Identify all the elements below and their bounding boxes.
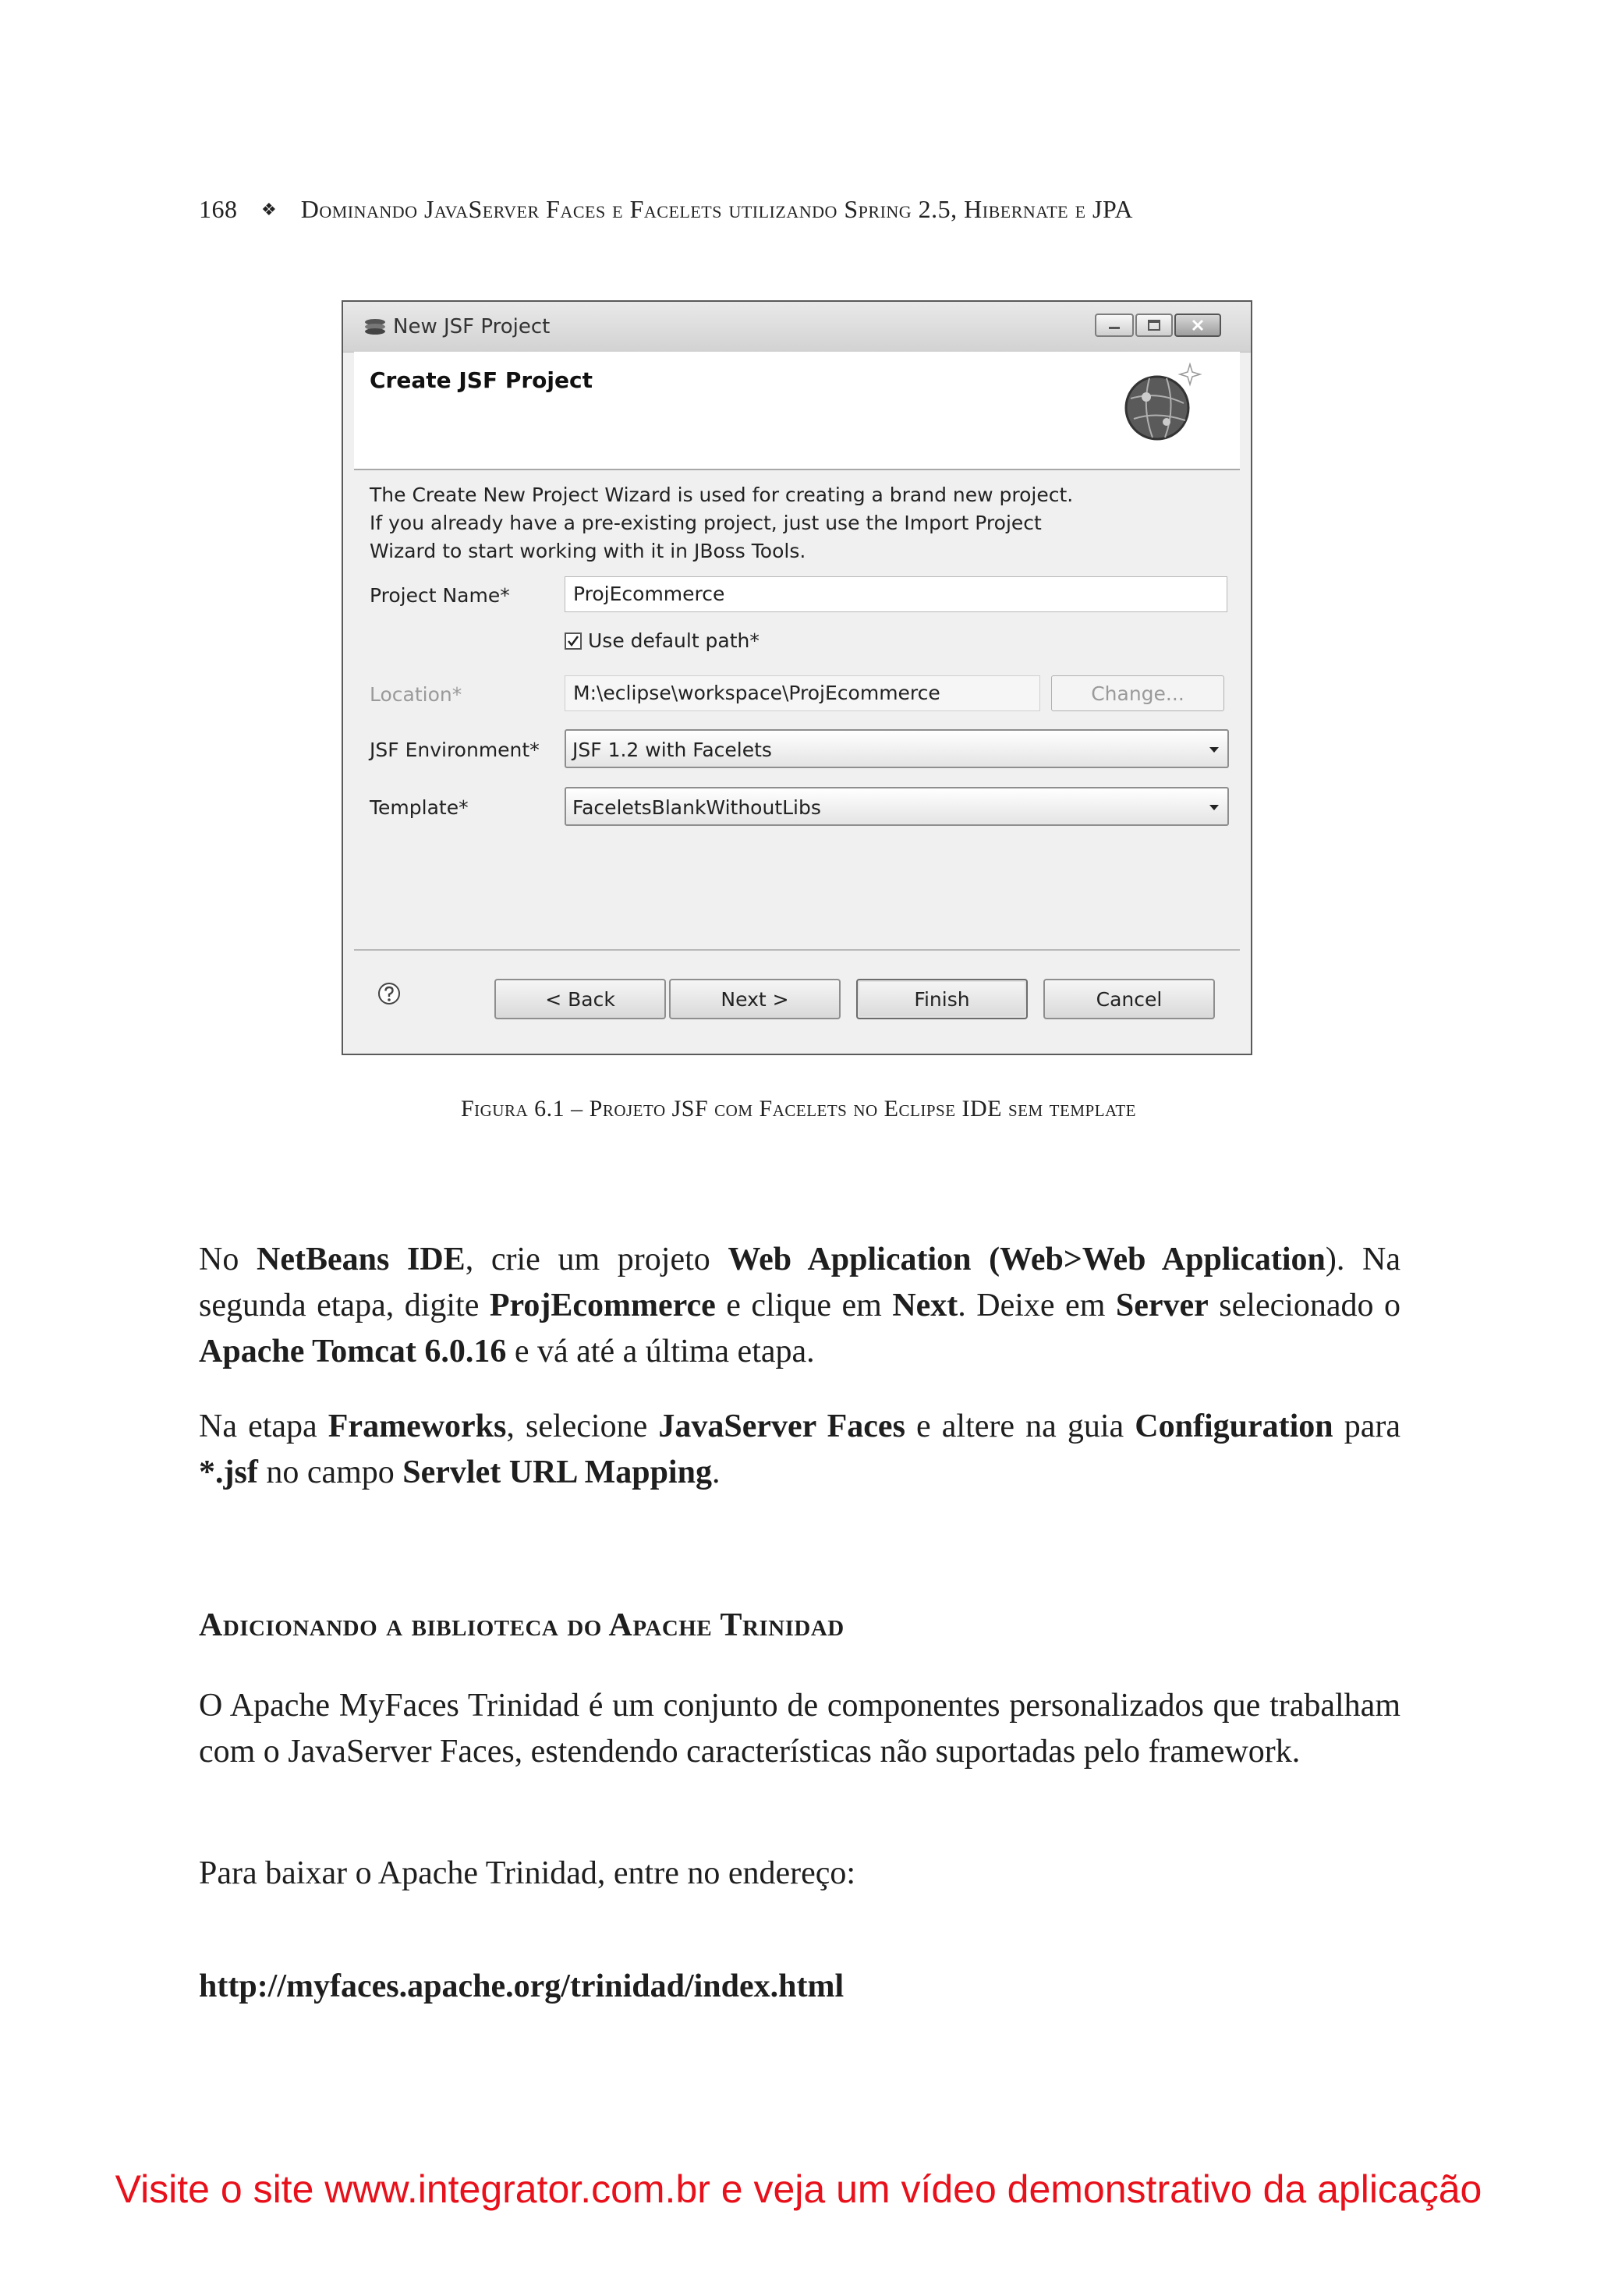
paragraph-trinidad: O Apache MyFaces Trinidad é um conjunto de componentes personalizados que trabalham com o JavaServer Faces, estendendo características não suportadas pelo framework.: [199, 1688, 1400, 1770]
text-span: ). Na segunda etapa, digite: [199, 1242, 1400, 1323]
cancel-button[interactable]: Cancel: [1043, 979, 1215, 1019]
bold-term: Server: [1115, 1288, 1209, 1323]
text-span: no campo: [257, 1454, 403, 1490]
use-default-path-label: Use default path*: [588, 629, 760, 652]
bold-term: Configuration: [1135, 1408, 1333, 1444]
bold-term: Apache Tomcat 6.0.16: [199, 1334, 507, 1369]
maximize-button[interactable]: [1135, 314, 1173, 337]
figure-caption: Figura 6.1 – Projeto JSF com Facelets no Eclipse IDE sem template: [460, 1096, 1137, 1121]
text-span: para: [1333, 1408, 1401, 1444]
footer-divider: [354, 949, 1240, 951]
help-icon[interactable]: [377, 982, 401, 1005]
title-bar[interactable]: [343, 302, 1251, 353]
close-icon: [1190, 319, 1206, 331]
bold-term: Next: [892, 1288, 958, 1323]
minimize-button[interactable]: [1095, 314, 1134, 337]
jsf-environment-value: JSF 1.2 with Facelets: [572, 739, 772, 761]
template-value: FaceletsBlankWithoutLibs: [572, 796, 821, 819]
text-span: , crie um projeto: [465, 1242, 728, 1277]
template-label: Template*: [370, 796, 469, 819]
new-jsf-project-dialog: [342, 300, 1252, 1055]
location-label: Location*: [370, 683, 462, 706]
description-line: Wizard to start working with it in JBoss Tools.: [370, 540, 806, 562]
wizard-banner: [354, 352, 1240, 470]
wizard-globe-icon: [1118, 360, 1204, 445]
ornament-icon: ❖: [261, 200, 278, 219]
running-header: [199, 195, 1400, 224]
text-span: selecionado o: [1208, 1288, 1401, 1323]
use-default-path-row[interactable]: [565, 629, 760, 652]
paragraph-netbeans: [199, 1237, 1400, 1375]
finish-button[interactable]: Finish: [856, 979, 1028, 1019]
trinidad-url-link[interactable]: http://myfaces.apache.org/trinidad/index.html: [199, 1968, 845, 2004]
description-line: The Create New Project Wizard is used for creating a brand new project.: [370, 484, 1074, 506]
section-heading: Adicionando a biblioteca do Apache Trinidad: [199, 1607, 845, 1643]
bold-term: Servlet URL Mapping: [402, 1454, 712, 1490]
jsf-project-icon: [363, 317, 387, 335]
banner-title: Create JSF Project: [370, 367, 593, 393]
page-number: 168: [199, 195, 238, 223]
chevron-down-icon: [1206, 741, 1223, 758]
text-span: . Deixe em: [958, 1288, 1116, 1323]
book-title: Dominando JavaServer Faces e Facelets utilizando Spring 2.5, Hibernate e JPA: [300, 195, 1133, 223]
back-button[interactable]: < Back: [494, 979, 666, 1019]
bold-term: Frameworks: [328, 1408, 507, 1444]
bold-term: JavaServer Faces: [658, 1408, 905, 1444]
text-span: Na etapa: [199, 1408, 328, 1444]
description-line: If you already have a pre-existing project, just use the Import Project: [370, 512, 1042, 534]
maximize-icon: [1147, 320, 1161, 331]
text-span: e altere na guia: [905, 1408, 1135, 1444]
bold-term: NetBeans IDE: [257, 1242, 466, 1277]
next-button[interactable]: Next >: [669, 979, 841, 1019]
template-select[interactable]: [565, 787, 1229, 826]
close-button[interactable]: [1174, 314, 1221, 337]
text-span: , selecione: [506, 1408, 659, 1444]
project-name-label: Project Name*: [370, 584, 510, 607]
location-input: M:\eclipse\workspace\ProjEcommerce: [565, 675, 1040, 711]
promo-banner: Visite o site www.integrator.com.br e veja um vídeo demonstrativo da aplicação: [115, 2167, 1482, 2211]
window-title: New JSF Project: [393, 315, 551, 338]
paragraph-frameworks: [199, 1404, 1400, 1496]
wizard-description: [370, 481, 1181, 565]
text-span: .: [711, 1454, 721, 1490]
paragraph-download: Para baixar o Apache Trinidad, entre no endereço:: [199, 1855, 856, 1891]
minimize-icon: [1107, 321, 1121, 330]
bold-term: *.jsf: [199, 1454, 258, 1490]
jsf-environment-select[interactable]: [565, 729, 1229, 768]
bold-term: ProjEcommerce: [489, 1288, 716, 1323]
project-name-input[interactable]: ProjEcommerce: [565, 576, 1227, 612]
chevron-down-icon: [1206, 799, 1223, 816]
text-span: e clique em: [715, 1288, 893, 1323]
text-span: No: [199, 1242, 257, 1277]
change-button: Change...: [1051, 675, 1224, 711]
jsf-environment-label: JSF Environment*: [370, 739, 540, 761]
text-span: e vá até a última etapa.: [506, 1334, 815, 1369]
bold-term: Web Application (Web>Web Application: [728, 1242, 1326, 1277]
checkmark-icon: [567, 635, 579, 647]
use-default-path-checkbox[interactable]: [565, 632, 582, 650]
